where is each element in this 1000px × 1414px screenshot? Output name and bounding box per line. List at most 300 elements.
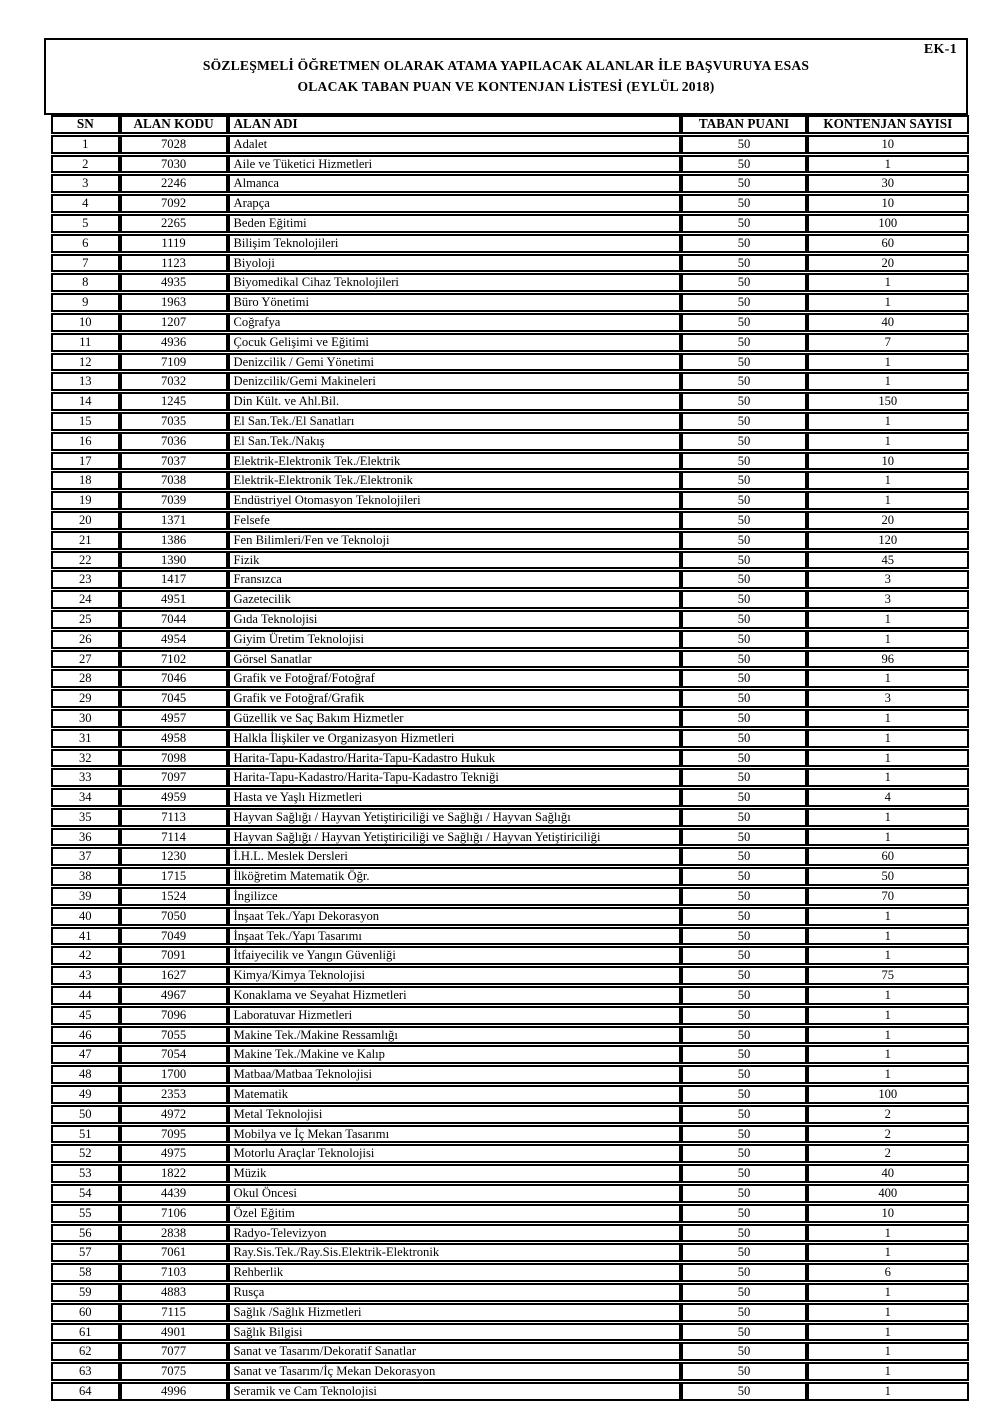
cell-taban-puani: 50 — [681, 511, 806, 530]
cell-alan-kodu: 1963 — [120, 293, 228, 312]
table-row — [51, 432, 969, 451]
table-row — [51, 590, 969, 609]
cell-alan-kodu: 7054 — [120, 1045, 228, 1064]
cell-alan-kodu: 4967 — [120, 986, 228, 1005]
cell-sn: 48 — [51, 1065, 120, 1084]
cell-alan-kodu: 7092 — [120, 194, 228, 213]
table-row — [51, 511, 969, 530]
cell-taban-puani: 50 — [681, 1382, 806, 1401]
cell-alan-kodu: 7036 — [120, 432, 228, 451]
header-sn: SN — [51, 115, 120, 134]
cell-alan-adi: Denizcilik/Gemi Makineleri — [228, 372, 682, 391]
cell-sn: 49 — [51, 1085, 120, 1104]
cell-kontenjan-sayisi: 1 — [807, 946, 969, 965]
cell-kontenjan-sayisi: 10 — [807, 194, 969, 213]
table-row — [51, 749, 969, 768]
cell-kontenjan-sayisi: 1 — [807, 669, 969, 688]
cell-kontenjan-sayisi: 1 — [807, 927, 969, 946]
cell-sn: 10 — [51, 313, 120, 332]
cell-sn: 37 — [51, 847, 120, 866]
header-alan-kodu: ALAN KODU — [120, 115, 228, 134]
cell-sn: 3 — [51, 174, 120, 193]
cell-taban-puani: 50 — [681, 828, 806, 847]
cell-sn: 45 — [51, 1006, 120, 1025]
cell-kontenjan-sayisi: 30 — [807, 174, 969, 193]
cell-alan-adi: Gıda Teknolojisi — [228, 610, 682, 629]
cell-sn: 52 — [51, 1144, 120, 1163]
cell-alan-kodu: 4958 — [120, 729, 228, 748]
cell-alan-kodu: 4972 — [120, 1105, 228, 1124]
cell-sn: 1 — [51, 135, 120, 154]
cell-kontenjan-sayisi: 70 — [807, 887, 969, 906]
cell-alan-kodu: 7045 — [120, 689, 228, 708]
cell-alan-adi: Halkla İlişkiler ve Organizasyon Hizmetleri — [228, 729, 682, 748]
cell-alan-kodu: 4975 — [120, 1144, 228, 1163]
cell-kontenjan-sayisi: 10 — [807, 452, 969, 471]
table-row — [51, 1065, 969, 1084]
cell-alan-adi: İnşaat Tek./Yapı Dekorasyon — [228, 907, 682, 926]
cell-alan-kodu: 7097 — [120, 768, 228, 787]
cell-sn: 39 — [51, 887, 120, 906]
cell-taban-puani: 50 — [681, 966, 806, 985]
cell-taban-puani: 50 — [681, 986, 806, 1005]
cell-taban-puani: 50 — [681, 847, 806, 866]
cell-alan-adi: Arapça — [228, 194, 682, 213]
cell-alan-adi: Konaklama ve Seyahat Hizmetleri — [228, 986, 682, 1005]
cell-alan-kodu: 7109 — [120, 353, 228, 372]
cell-alan-kodu: 7103 — [120, 1263, 228, 1282]
cell-alan-adi: Coğrafya — [228, 313, 682, 332]
cell-alan-kodu: 7098 — [120, 749, 228, 768]
cell-alan-kodu: 2838 — [120, 1224, 228, 1243]
cell-alan-adi: Sanat ve Tasarım/İç Mekan Dekorasyon — [228, 1362, 682, 1381]
table-body — [51, 135, 969, 1401]
cell-taban-puani: 50 — [681, 946, 806, 965]
cell-kontenjan-sayisi: 1 — [807, 986, 969, 1005]
table-row — [51, 689, 969, 708]
cell-taban-puani: 50 — [681, 155, 806, 174]
cell-alan-adi: Metal Teknolojisi — [228, 1105, 682, 1124]
cell-taban-puani: 50 — [681, 1006, 806, 1025]
cell-alan-kodu: 1123 — [120, 254, 228, 273]
cell-alan-kodu: 7030 — [120, 155, 228, 174]
cell-taban-puani: 50 — [681, 630, 806, 649]
cell-alan-adi: Okul Öncesi — [228, 1184, 682, 1203]
cell-alan-kodu: 1371 — [120, 511, 228, 530]
attachment-label: EK-1 — [923, 42, 957, 57]
cell-taban-puani: 50 — [681, 1204, 806, 1223]
cell-alan-adi: Almanca — [228, 174, 682, 193]
cell-alan-adi: Hayvan Sağlığı / Hayvan Yetiştiriciliği ve Sağlığı / Hayvan Yetiştiriciliği — [228, 828, 682, 847]
cell-alan-kodu: 7077 — [120, 1342, 228, 1361]
cell-kontenjan-sayisi: 1 — [807, 709, 969, 728]
cell-sn: 22 — [51, 551, 120, 570]
table-row — [51, 1006, 969, 1025]
table-row — [51, 630, 969, 649]
cell-alan-adi: Rehberlik — [228, 1263, 682, 1282]
cell-alan-adi: İlköğretim Matematik Öğr. — [228, 867, 682, 886]
cell-taban-puani: 50 — [681, 273, 806, 292]
cell-alan-kodu: 7028 — [120, 135, 228, 154]
cell-sn: 34 — [51, 788, 120, 807]
table-row — [51, 273, 969, 292]
cell-sn: 41 — [51, 927, 120, 946]
cell-sn: 7 — [51, 254, 120, 273]
cell-taban-puani: 50 — [681, 491, 806, 510]
cell-alan-kodu: 7035 — [120, 412, 228, 431]
table-row — [51, 1125, 969, 1144]
cell-taban-puani: 50 — [681, 729, 806, 748]
cell-alan-kodu: 4957 — [120, 709, 228, 728]
cell-kontenjan-sayisi: 150 — [807, 392, 969, 411]
cell-alan-adi: Laboratuvar Hizmetleri — [228, 1006, 682, 1025]
table-row — [51, 1026, 969, 1045]
cell-sn: 18 — [51, 471, 120, 490]
cell-kontenjan-sayisi: 96 — [807, 650, 969, 669]
header-alan-adi: ALAN ADI — [228, 115, 682, 134]
cell-alan-adi: Sanat ve Tasarım/Dekoratif Sanatlar — [228, 1342, 682, 1361]
table-row — [51, 1323, 969, 1342]
cell-kontenjan-sayisi: 60 — [807, 847, 969, 866]
table-row — [51, 1362, 969, 1381]
cell-alan-kodu: 1230 — [120, 847, 228, 866]
quota-table — [51, 114, 969, 1402]
cell-sn: 16 — [51, 432, 120, 451]
cell-kontenjan-sayisi: 7 — [807, 333, 969, 352]
cell-alan-kodu: 1207 — [120, 313, 228, 332]
table-row — [51, 1164, 969, 1183]
cell-alan-kodu: 7055 — [120, 1026, 228, 1045]
cell-alan-adi: İnşaat Tek./Yapı Tasarımı — [228, 927, 682, 946]
cell-alan-adi: Giyim Üretim Teknolojisi — [228, 630, 682, 649]
cell-sn: 35 — [51, 808, 120, 827]
cell-kontenjan-sayisi: 100 — [807, 214, 969, 233]
cell-alan-adi: Adalet — [228, 135, 682, 154]
cell-alan-adi: Sağlık Bilgisi — [228, 1323, 682, 1342]
cell-alan-kodu: 7046 — [120, 669, 228, 688]
table-row — [51, 313, 969, 332]
cell-taban-puani: 50 — [681, 214, 806, 233]
cell-kontenjan-sayisi: 1 — [807, 353, 969, 372]
cell-taban-puani: 50 — [681, 709, 806, 728]
cell-sn: 24 — [51, 590, 120, 609]
cell-alan-kodu: 2353 — [120, 1085, 228, 1104]
cell-taban-puani: 50 — [681, 590, 806, 609]
table-row — [51, 1184, 969, 1203]
cell-kontenjan-sayisi: 1 — [807, 1243, 969, 1262]
cell-sn: 27 — [51, 650, 120, 669]
cell-kontenjan-sayisi: 1 — [807, 808, 969, 827]
cell-alan-adi: Din Kült. ve Ahl.Bil. — [228, 392, 682, 411]
cell-alan-kodu: 1627 — [120, 966, 228, 985]
cell-alan-kodu: 1245 — [120, 392, 228, 411]
table-row — [51, 887, 969, 906]
cell-sn: 47 — [51, 1045, 120, 1064]
cell-sn: 33 — [51, 768, 120, 787]
cell-alan-adi: El San.Tek./El Sanatları — [228, 412, 682, 431]
cell-alan-kodu: 7044 — [120, 610, 228, 629]
cell-alan-adi: Bilişim Teknolojileri — [228, 234, 682, 253]
cell-taban-puani: 50 — [681, 1303, 806, 1322]
cell-taban-puani: 50 — [681, 610, 806, 629]
cell-alan-kodu: 4935 — [120, 273, 228, 292]
cell-alan-kodu: 7032 — [120, 372, 228, 391]
cell-sn: 46 — [51, 1026, 120, 1045]
table-row — [51, 372, 969, 391]
cell-taban-puani: 50 — [681, 174, 806, 193]
cell-alan-kodu: 7114 — [120, 828, 228, 847]
cell-kontenjan-sayisi: 100 — [807, 1085, 969, 1104]
cell-taban-puani: 50 — [681, 551, 806, 570]
cell-taban-puani: 50 — [681, 234, 806, 253]
cell-alan-adi: İtfaiyecilik ve Yangın Güvenliği — [228, 946, 682, 965]
cell-taban-puani: 50 — [681, 907, 806, 926]
cell-kontenjan-sayisi: 20 — [807, 511, 969, 530]
table-header-row — [51, 115, 969, 134]
cell-kontenjan-sayisi: 1 — [807, 471, 969, 490]
cell-taban-puani: 50 — [681, 1144, 806, 1163]
cell-sn: 32 — [51, 749, 120, 768]
table-row — [51, 1204, 969, 1223]
table-row — [51, 1283, 969, 1302]
table-row — [51, 353, 969, 372]
cell-alan-adi: Elektrik-Elektronik Tek./Elektronik — [228, 471, 682, 490]
cell-kontenjan-sayisi: 1 — [807, 1382, 969, 1401]
cell-taban-puani: 50 — [681, 749, 806, 768]
cell-taban-puani: 50 — [681, 372, 806, 391]
cell-alan-adi: Hayvan Sağlığı / Hayvan Yetiştiriciliği ve Sağlığı / Hayvan Sağlığı — [228, 808, 682, 827]
cell-sn: 42 — [51, 946, 120, 965]
table-row — [51, 254, 969, 273]
cell-sn: 14 — [51, 392, 120, 411]
cell-alan-adi: Büro Yönetimi — [228, 293, 682, 312]
cell-kontenjan-sayisi: 1 — [807, 432, 969, 451]
cell-taban-puani: 50 — [681, 927, 806, 946]
cell-alan-adi: Fen Bilimleri/Fen ve Teknoloji — [228, 531, 682, 550]
cell-taban-puani: 50 — [681, 293, 806, 312]
cell-taban-puani: 50 — [681, 788, 806, 807]
table-row — [51, 1382, 969, 1401]
cell-taban-puani: 50 — [681, 1263, 806, 1282]
cell-sn: 62 — [51, 1342, 120, 1361]
cell-taban-puani: 50 — [681, 1362, 806, 1381]
cell-alan-adi: Motorlu Araçlar Teknolojisi — [228, 1144, 682, 1163]
cell-taban-puani: 50 — [681, 313, 806, 332]
table-row — [51, 452, 969, 471]
cell-kontenjan-sayisi: 400 — [807, 1184, 969, 1203]
cell-taban-puani: 50 — [681, 1045, 806, 1064]
title-frame — [44, 38, 968, 115]
cell-kontenjan-sayisi: 10 — [807, 1204, 969, 1223]
cell-sn: 23 — [51, 570, 120, 589]
cell-alan-kodu: 4954 — [120, 630, 228, 649]
table-row — [51, 650, 969, 669]
table-row — [51, 669, 969, 688]
cell-alan-kodu: 1524 — [120, 887, 228, 906]
cell-alan-adi: Felsefe — [228, 511, 682, 530]
cell-sn: 9 — [51, 293, 120, 312]
cell-taban-puani: 50 — [681, 531, 806, 550]
cell-taban-puani: 50 — [681, 1085, 806, 1104]
cell-alan-adi: Mobilya ve İç Mekan Tasarımı — [228, 1125, 682, 1144]
table-row — [51, 234, 969, 253]
cell-alan-kodu: 4883 — [120, 1283, 228, 1302]
cell-kontenjan-sayisi: 1 — [807, 610, 969, 629]
cell-kontenjan-sayisi: 2 — [807, 1144, 969, 1163]
cell-alan-adi: Grafik ve Fotoğraf/Grafik — [228, 689, 682, 708]
cell-kontenjan-sayisi: 40 — [807, 1164, 969, 1183]
cell-alan-kodu: 1715 — [120, 867, 228, 886]
cell-alan-adi: Kimya/Kimya Teknolojisi — [228, 966, 682, 985]
cell-alan-kodu: 7075 — [120, 1362, 228, 1381]
table-row — [51, 155, 969, 174]
table-row — [51, 174, 969, 193]
cell-sn: 59 — [51, 1283, 120, 1302]
cell-taban-puani: 50 — [681, 1105, 806, 1124]
cell-sn: 6 — [51, 234, 120, 253]
cell-kontenjan-sayisi: 1 — [807, 1323, 969, 1342]
cell-kontenjan-sayisi: 1 — [807, 729, 969, 748]
cell-kontenjan-sayisi: 1 — [807, 630, 969, 649]
cell-sn: 31 — [51, 729, 120, 748]
cell-sn: 44 — [51, 986, 120, 1005]
cell-kontenjan-sayisi: 1 — [807, 1026, 969, 1045]
cell-alan-adi: Güzellik ve Saç Bakım Hizmetler — [228, 709, 682, 728]
cell-sn: 17 — [51, 452, 120, 471]
cell-kontenjan-sayisi: 6 — [807, 1263, 969, 1282]
header-taban-puani: TABAN PUANI — [681, 115, 806, 134]
cell-alan-kodu: 4996 — [120, 1382, 228, 1401]
cell-sn: 60 — [51, 1303, 120, 1322]
cell-kontenjan-sayisi: 60 — [807, 234, 969, 253]
cell-kontenjan-sayisi: 1 — [807, 1303, 969, 1322]
cell-kontenjan-sayisi: 3 — [807, 590, 969, 609]
cell-kontenjan-sayisi: 2 — [807, 1125, 969, 1144]
cell-kontenjan-sayisi: 1 — [807, 907, 969, 926]
cell-alan-adi: Grafik ve Fotoğraf/Fotoğraf — [228, 669, 682, 688]
cell-kontenjan-sayisi: 3 — [807, 689, 969, 708]
table-row — [51, 551, 969, 570]
cell-taban-puani: 50 — [681, 669, 806, 688]
cell-alan-kodu: 7038 — [120, 471, 228, 490]
cell-kontenjan-sayisi: 40 — [807, 313, 969, 332]
table-row — [51, 808, 969, 827]
cell-alan-kodu: 4959 — [120, 788, 228, 807]
table-row — [51, 828, 969, 847]
cell-alan-adi: Sağlık /Sağlık Hizmetleri — [228, 1303, 682, 1322]
table-row — [51, 946, 969, 965]
cell-sn: 51 — [51, 1125, 120, 1144]
table-row — [51, 966, 969, 985]
cell-taban-puani: 50 — [681, 194, 806, 213]
cell-alan-adi: Harita-Tapu-Kadastro/Harita-Tapu-Kadastro Tekniği — [228, 768, 682, 787]
cell-kontenjan-sayisi: 1 — [807, 1045, 969, 1064]
cell-kontenjan-sayisi: 1 — [807, 372, 969, 391]
table-row — [51, 788, 969, 807]
cell-kontenjan-sayisi: 1 — [807, 1065, 969, 1084]
cell-kontenjan-sayisi: 1 — [807, 412, 969, 431]
cell-taban-puani: 50 — [681, 254, 806, 273]
cell-alan-adi: Fransızca — [228, 570, 682, 589]
cell-kontenjan-sayisi: 1 — [807, 273, 969, 292]
cell-kontenjan-sayisi: 2 — [807, 1105, 969, 1124]
cell-kontenjan-sayisi: 1 — [807, 1342, 969, 1361]
cell-alan-adi: Özel Eğitim — [228, 1204, 682, 1223]
table-row — [51, 1144, 969, 1163]
cell-alan-kodu: 7091 — [120, 946, 228, 965]
cell-taban-puani: 50 — [681, 452, 806, 471]
cell-alan-adi: Endüstriyel Otomasyon Teknolojileri — [228, 491, 682, 510]
cell-taban-puani: 50 — [681, 432, 806, 451]
cell-kontenjan-sayisi: 45 — [807, 551, 969, 570]
table-row — [51, 570, 969, 589]
table-row — [51, 194, 969, 213]
cell-taban-puani: 50 — [681, 1125, 806, 1144]
cell-alan-adi: Aile ve Tüketici Hizmetleri — [228, 155, 682, 174]
cell-taban-puani: 50 — [681, 135, 806, 154]
cell-sn: 12 — [51, 353, 120, 372]
cell-alan-kodu: 4936 — [120, 333, 228, 352]
cell-kontenjan-sayisi: 3 — [807, 570, 969, 589]
table-row — [51, 729, 969, 748]
cell-alan-adi: İ.H.L. Meslek Dersleri — [228, 847, 682, 866]
cell-alan-adi: Radyo-Televizyon — [228, 1224, 682, 1243]
cell-kontenjan-sayisi: 1 — [807, 293, 969, 312]
cell-kontenjan-sayisi: 1 — [807, 155, 969, 174]
cell-taban-puani: 50 — [681, 353, 806, 372]
cell-alan-adi: Hasta ve Yaşlı Hizmetleri — [228, 788, 682, 807]
cell-taban-puani: 50 — [681, 1065, 806, 1084]
cell-alan-adi: Matematik — [228, 1085, 682, 1104]
cell-alan-adi: Çocuk Gelişimi ve Eğitimi — [228, 333, 682, 352]
cell-sn: 36 — [51, 828, 120, 847]
table-row — [51, 610, 969, 629]
cell-alan-adi: Beden Eğitimi — [228, 214, 682, 233]
cell-alan-kodu: 7061 — [120, 1243, 228, 1262]
table-row — [51, 214, 969, 233]
cell-kontenjan-sayisi: 1 — [807, 749, 969, 768]
cell-alan-adi: İngilizce — [228, 887, 682, 906]
cell-sn: 43 — [51, 966, 120, 985]
cell-alan-kodu: 7049 — [120, 927, 228, 946]
cell-alan-kodu: 7102 — [120, 650, 228, 669]
page-title — [46, 55, 966, 97]
table-row — [51, 135, 969, 154]
cell-taban-puani: 50 — [681, 412, 806, 431]
cell-sn: 8 — [51, 273, 120, 292]
table-row — [51, 333, 969, 352]
table-row — [51, 531, 969, 550]
cell-alan-kodu: 7113 — [120, 808, 228, 827]
cell-taban-puani: 50 — [681, 808, 806, 827]
table-row — [51, 927, 969, 946]
cell-sn: 38 — [51, 867, 120, 886]
cell-taban-puani: 50 — [681, 392, 806, 411]
cell-taban-puani: 50 — [681, 1283, 806, 1302]
cell-alan-kodu: 7050 — [120, 907, 228, 926]
cell-kontenjan-sayisi: 75 — [807, 966, 969, 985]
cell-sn: 57 — [51, 1243, 120, 1262]
cell-sn: 40 — [51, 907, 120, 926]
cell-sn: 56 — [51, 1224, 120, 1243]
table-row — [51, 293, 969, 312]
cell-alan-kodu: 7039 — [120, 491, 228, 510]
cell-kontenjan-sayisi: 1 — [807, 828, 969, 847]
cell-sn: 29 — [51, 689, 120, 708]
cell-taban-puani: 50 — [681, 887, 806, 906]
table-row — [51, 709, 969, 728]
table-row — [51, 471, 969, 490]
